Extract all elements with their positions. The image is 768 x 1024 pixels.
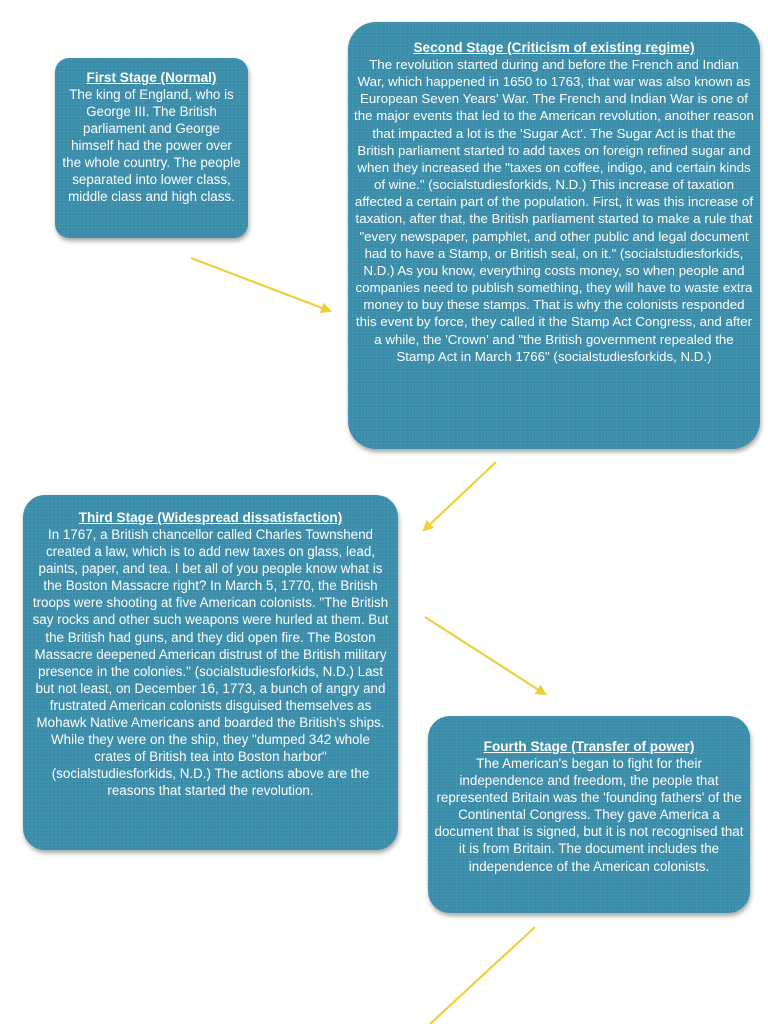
arrow-stage4-to-next bbox=[430, 927, 535, 1024]
stage-4-title: Fourth Stage (Transfer of power) bbox=[483, 739, 695, 754]
stage-1-title: First Stage (Normal) bbox=[86, 70, 217, 85]
stage-4-text: The American's began to fight for their independence and freedom, the people that represented Britain was the 'founding fathers' of the Continental Congress. They gave America a document that is signed, but it is not recognised that it is from Britain. The document includes the independence of the American colonists. bbox=[434, 756, 744, 874]
stage-3-title: Third Stage (Widespread dissatisfaction) bbox=[78, 510, 343, 525]
arrow-stage1-to-stage2 bbox=[191, 258, 330, 311]
stage-2-title: Second Stage (Criticism of existing regime) bbox=[413, 40, 695, 55]
arrow-stage2-to-stage3 bbox=[424, 462, 496, 530]
stage-1-text: The king of England, who is George III. The British parliament and George himself had the power over the whole country. The people separated into lower class, middle class and high class. bbox=[62, 87, 241, 204]
stage-3-text: In 1767, a British chancellor called Charles Townshend created a law, which is to add new taxes on glass, lead, paints, paper, and tea. I bet all of you people know what is the Boston Massacre right? In March 5, 1770, the British troops were shooting at five American colonists. "The British say rocks and other such weapons were hurled at them. But the British had guns, and they did open fire. The Boston Massacre deepened American distrust of the British military presence in the colonies." (socialstudiesforkids, N.D.) Last but not least, on December 16, 1773, a bunch of angry and frustrated American colonists disguised themselves as Mohawk Native Americans and boarded the British's ships. While they were on the ship, they "dumped 342 whole crates of British tea into Boston harbor" (socialstudiesforkids, N.D.) The actions above are the reasons that started the revolution. bbox=[32, 527, 389, 799]
arrow-stage3-to-stage4 bbox=[425, 617, 545, 694]
stage-2-text: The revolution started during and before the French and Indian War, which happened in 1650 to 1763, that war was also known as European Seven Years' War. The French and Indian War is one of the major events that led to the American revolution, another reason that impacted a lot is the 'Sugar Act'. The Sugar Act is that the British parliament started to add taxes on foreign refined sugar and when they increased the "taxes on coffee, indigo, and certain kinds of wine." (socialstudiesforkids, N.D.) This increase of taxation affected a certain part of the population. First, it was this increase of taxation, after that, the British parliament started to make a rule that "every newspaper, pamphlet, and other public and legal document had to have a Stamp, or British seal, on it." (socialstudiesforkids, N.D.) As you know, everything costs money, so when people and companies need to publish something, they will have to waste extra money to buy these stamps. That is why the colonists responded this event by force, they called it the Stamp Act Congress, and after a while, the 'Crown' and "the British government repealed the Stamp Act in March 1766" (socialstudiesforkids, N.D.) bbox=[354, 57, 754, 364]
